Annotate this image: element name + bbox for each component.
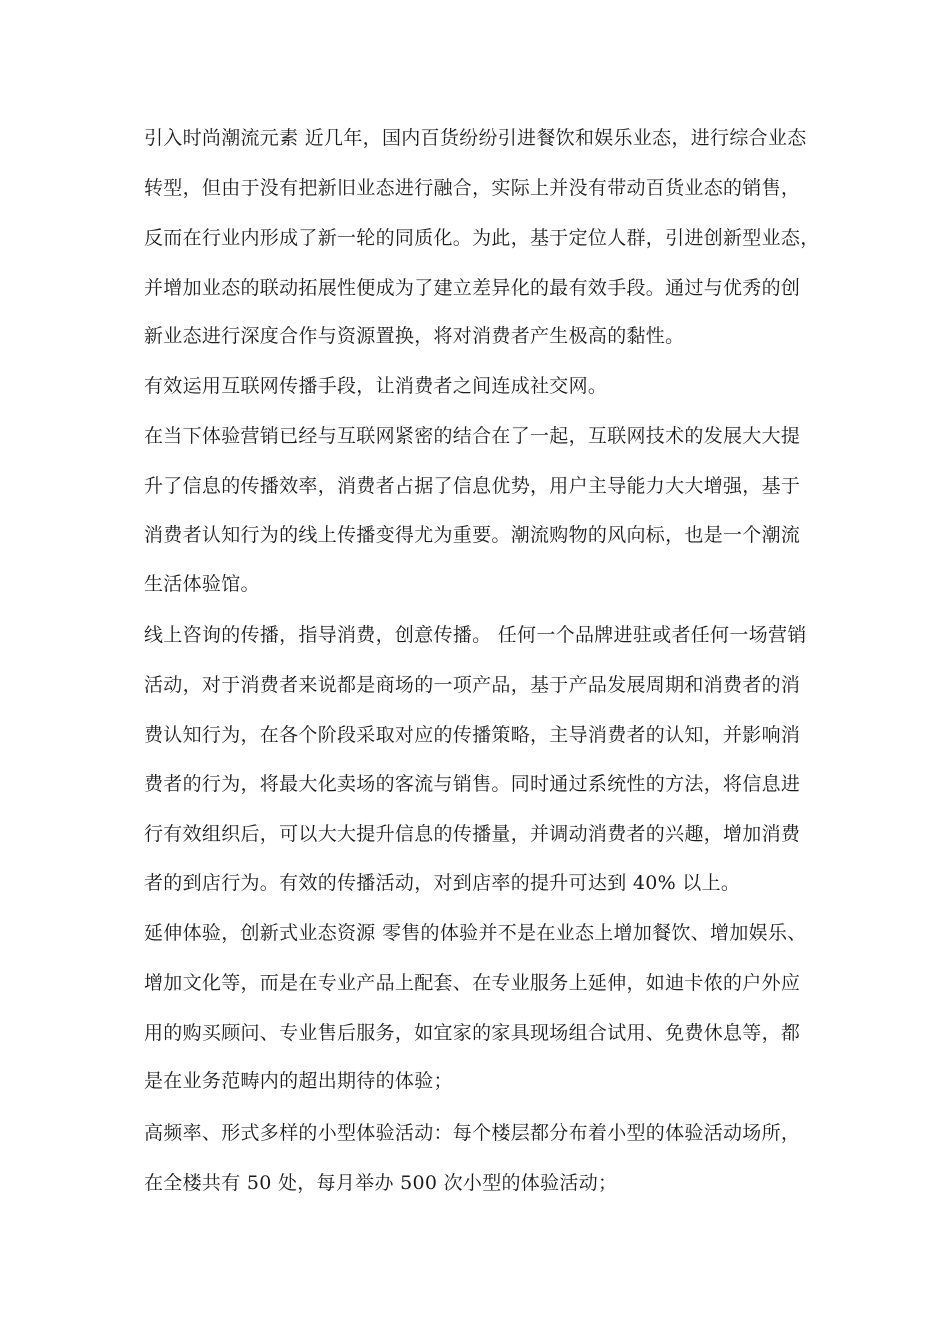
text-line: 用的购买顾问、专业售后服务，如宜家的家具现场组合试用、免费休息等，都 bbox=[144, 1022, 801, 1044]
text-line: 者的到店行为。有效的传播活动，对到店率的提升可达到 40% 以上。 bbox=[144, 872, 741, 894]
text-line: 费认知行为，在各个阶段采取对应的传播策略，主导消费者的认知，并影响消 bbox=[144, 724, 801, 746]
text-line: 在当下体验营销已经与互联网紧密的结合在了一起，互联网技术的发展大大提 bbox=[144, 425, 801, 447]
text-line: 高频率、形式多样的小型体验活动：每个楼层都分布着小型的体验活动场所， bbox=[144, 1122, 801, 1144]
text-line: 有效运用互联网传播手段，让消费者之间连成社交网。 bbox=[144, 375, 608, 397]
text-line: 反而在行业内形成了新一轮的同质化。为此，基于定位人群，引进创新型业态， bbox=[144, 227, 820, 249]
text-line: 费者的行为，将最大化卖场的客流与销售。同时通过系统性的方法，将信息进 bbox=[144, 773, 801, 795]
text-line: 新业态进行深度合作与资源置换，将对消费者产生极高的黏性。 bbox=[144, 325, 685, 347]
text-line: 转型，但由于没有把新旧业态进行融合，实际上并没有带动百货业态的销售， bbox=[144, 177, 801, 199]
text-line: 并增加业态的联动拓展性便成为了建立差异化的最有效手段。通过与优秀的创 bbox=[144, 277, 801, 299]
text-line: 是在业务范畴内的超出期待的体验； bbox=[144, 1070, 453, 1092]
text-line: 引入时尚潮流元素 近几年，国内百货纷纷引进餐饮和娱乐业态，进行综合业态 bbox=[144, 127, 807, 149]
text-line: 活动，对于消费者来说都是商场的一项产品，基于产品发展周期和消费者的消 bbox=[144, 674, 801, 696]
text-line: 生活体验馆。 bbox=[144, 573, 260, 595]
text-line: 增加文化等，而是在专业产品上配套、在专业服务上延伸，如迪卡侬的户外应 bbox=[144, 972, 801, 994]
text-line: 行有效组织后，可以大大提升信息的传播量，并调动消费者的兴趣，增加消费 bbox=[144, 823, 801, 845]
text-line: 线上咨询的传播，指导消费，创意传播。 任何一个品牌进驻或者任何一场营销 bbox=[144, 624, 807, 646]
text-line: 消费者认知行为的线上传播变得尤为重要。潮流购物的风向标，也是一个潮流 bbox=[144, 524, 801, 546]
text-line: 在全楼共有 50 处，每月举办 500 次小型的体验活动； bbox=[144, 1172, 618, 1194]
text-line: 升了信息的传播效率，消费者占据了信息优势，用户主导能力大大增强，基于 bbox=[144, 475, 801, 497]
text-line: 延伸体验，创新式业态资源 零售的体验并不是在业态上增加餐饮、增加娱乐、 bbox=[144, 922, 807, 944]
